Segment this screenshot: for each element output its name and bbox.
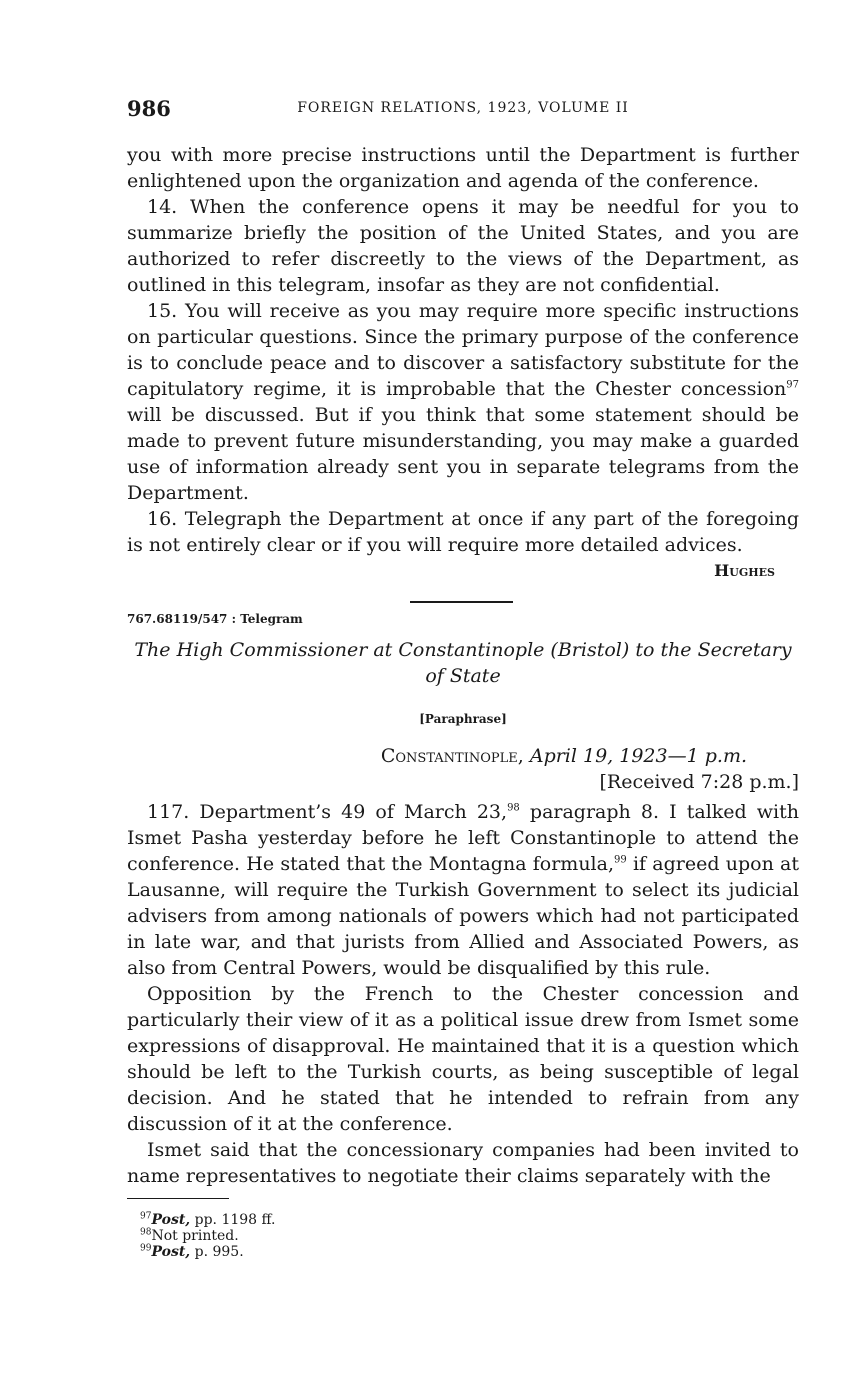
footnote-mark: 98 xyxy=(140,1227,152,1238)
dateline-date: April 19, 1923—1 p.m. xyxy=(529,745,747,767)
dateline-place: Constantinople, xyxy=(380,745,524,767)
footnote-ref-98: 98 xyxy=(507,802,520,814)
paragraph-117-text-c: if agreed upon at Lausanne, will require the Turkish Government to select its judicial advisers from among nationals of powers which had not participated in late war, and that jurists from Allied and Associated Powers, as also from Central Powers, would be disqualified by this rule. xyxy=(127,853,799,979)
footnote xyxy=(140,1212,275,1228)
footnote-ref-99: 99 xyxy=(614,854,627,866)
paraphrase-note: [Paraphrase] xyxy=(419,712,507,726)
previous-document-body xyxy=(127,142,799,584)
footnote-mark: 99 xyxy=(140,1243,152,1254)
paragraph-117-text-b: paragraph 8. I talked with Ismet Pasha yesterday before he left Constantinople to attend the conference. He stated that the Montagna formula, xyxy=(127,801,800,875)
continued-paragraph: you with more precise instructions until the Department is further enlightened upon the organization and agenda of the conference. xyxy=(127,144,799,192)
page-header xyxy=(127,96,799,122)
paragraph-concessionary: Ismet said that the concessionary companies had been invited to name representatives to negotiate their claims separately with the xyxy=(127,1139,799,1187)
footnote-text: pp. 1198 ff. xyxy=(190,1212,276,1228)
footnote-label: Post, xyxy=(151,1212,191,1228)
footnote-text: p. 995. xyxy=(190,1244,244,1260)
running-head: FOREIGN RELATIONS, 1923, VOLUME II xyxy=(297,100,629,116)
received-time: [Received 7:28 p.m.] xyxy=(599,771,799,793)
paragraph-117 xyxy=(127,799,799,981)
file-number: 767.68119/547 : Telegram xyxy=(127,612,303,626)
telegram-body xyxy=(127,799,799,1189)
footnote-mark: 97 xyxy=(140,1211,152,1222)
footnote-text: Not printed. xyxy=(151,1228,239,1244)
document-heading: The High Commissioner at Constantinople (Bristol) to the Secretary of State xyxy=(134,639,792,687)
dateline xyxy=(127,745,747,767)
signature: Hughes xyxy=(714,561,775,580)
footnote-label: Post, xyxy=(151,1244,191,1260)
page-number: 986 xyxy=(127,96,171,121)
paragraph-15-text-a: 15. You will receive as you may require more specific instructions on particular questions. Since the primary purpose of the conference is to conclude peace and to discover a satisfactory substitute for the capitulatory regime, it is improbable that the Chester concession xyxy=(127,300,799,400)
section-divider xyxy=(410,601,513,603)
paragraph-15-text-b: will be discussed. But if you think that some statement should be made to prevent future misunderstanding, you may make a guarded use of information already sent you in separate telegrams from the Department. xyxy=(127,404,799,504)
paragraph-117-text-a: 117. Department’s 49 of March 23, xyxy=(147,801,508,823)
paragraph-15 xyxy=(127,298,799,506)
footnotes xyxy=(140,1212,275,1260)
footnote xyxy=(140,1228,275,1244)
footnote xyxy=(140,1244,275,1260)
paragraph-16: 16. Telegraph the Department at once if any part of the foregoing is not entirely clear or if you will require more detailed advices. xyxy=(127,508,799,556)
paragraph-14: 14. When the conference opens it may be needful for you to summarize briefly the position of the United States, and you are authorized to refer discreetly to the views of the Department, as outlined in this telegram, insofar as they are not confidential. xyxy=(127,196,799,296)
paragraph-opposition: Opposition by the French to the Chester concession and particularly their view of it as a political issue drew from Ismet some expressions of disapproval. He maintained that it is a question which should be left to the Turkish courts, as being susceptible of legal decision. And he stated that he intended to refrain from any discussion of it at the conference. xyxy=(127,983,799,1135)
footnote-divider xyxy=(127,1198,229,1199)
footnote-ref-97: 97 xyxy=(786,379,799,391)
